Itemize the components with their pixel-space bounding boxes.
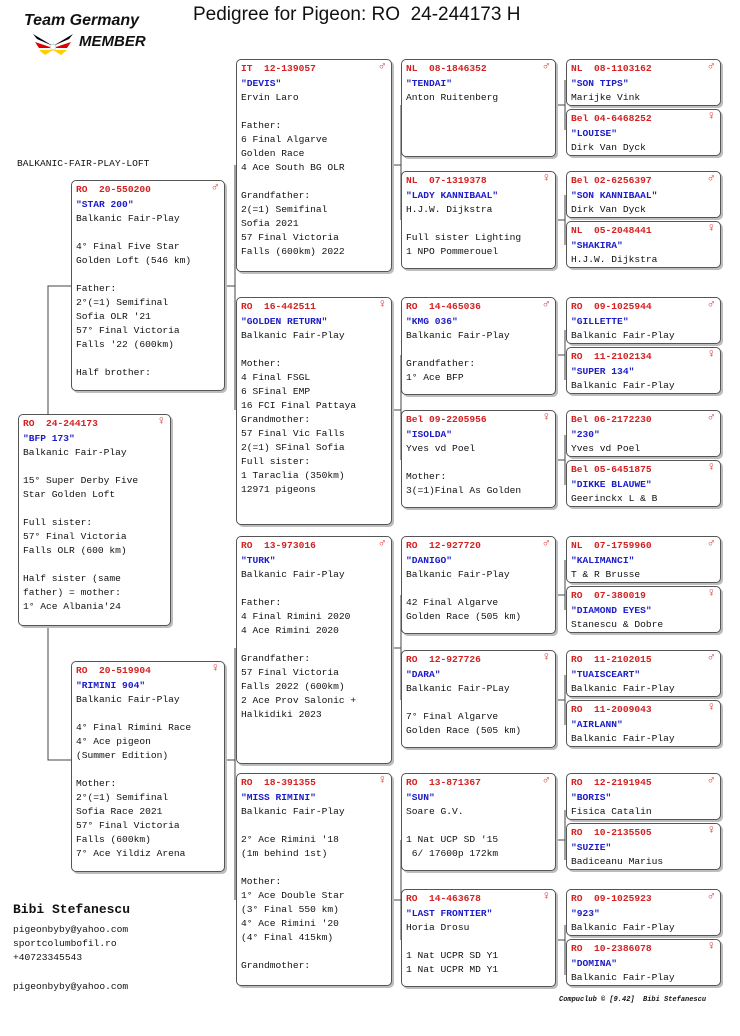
info-line: (4° Final 415km) [241, 932, 334, 943]
info-line: 57 Final Vic Falls [241, 428, 345, 439]
ring-number: RO 12-2191945 [571, 777, 652, 788]
pigeon-card-subject[interactable] [18, 414, 171, 626]
breeder-line: H.J.W. Dijkstra [571, 254, 658, 265]
sex-symbol-icon: ♂ [707, 171, 715, 185]
info-line [241, 105, 391, 119]
pigeon-card-ddd[interactable] [401, 889, 556, 987]
pigeon-name: "SHAKIRA" [571, 240, 623, 251]
breeder-line: Balkanic Fair-PLay [406, 683, 510, 694]
info-line [23, 460, 170, 474]
info-line: 2°(=1) Semifinal [76, 297, 169, 308]
breeder-line: Balkanic Fair-Play [406, 330, 510, 341]
info-line: 6 SFinal EMP [241, 386, 311, 397]
pigeon-card-g9[interactable] [566, 536, 721, 583]
info-line: Golden Race [241, 148, 305, 159]
breeder-line: Balkanic Fair-Play [571, 733, 675, 744]
info-line [406, 456, 555, 470]
pigeon-card-g4[interactable] [566, 221, 721, 268]
pigeon-card-dss[interactable] [401, 536, 556, 634]
footer-credit: Compuclub © [9.42] Bibi Stefanescu [559, 996, 707, 1004]
ring-number: RO 12-927726 [406, 654, 481, 665]
sex-symbol-icon: ♀ [542, 889, 550, 903]
sex-symbol-icon: ♂ [378, 59, 386, 73]
ring-number: NL 08-1846352 [406, 63, 487, 74]
breeder-line: Balkanic Fair-Play [571, 972, 675, 983]
breeder-line: Soare G.V. [406, 806, 464, 817]
info-line: Star Golden Loft [23, 489, 116, 500]
info-line: Full sister: [23, 517, 93, 528]
sex-symbol-icon: ♂ [707, 536, 715, 550]
info-line [406, 582, 555, 596]
sex-symbol-icon: ♀ [542, 410, 550, 424]
breeder-line: Balkanic Fair-Play [571, 330, 675, 341]
ring-number: Bel 02-6256397 [571, 175, 652, 186]
sex-symbol-icon: ♀ [707, 700, 715, 714]
sex-symbol-icon: ♀ [378, 297, 386, 311]
sex-symbol-icon: ♀ [707, 586, 715, 600]
info-line: 1° Ace Double Star [241, 890, 345, 901]
breeder-line: T & R Brusse [571, 569, 641, 580]
sex-symbol-icon: ♂ [707, 297, 715, 311]
info-line: Sofia OLR '21 [76, 311, 151, 322]
breeder-line: Balkanic Fair-Play [23, 447, 127, 458]
pigeon-card-g6[interactable] [566, 347, 721, 394]
info-line: Grandfather: [241, 190, 311, 201]
info-line: 2(=1) SFinal Sofia [241, 442, 345, 453]
ring-number: Bel 05-6451875 [571, 464, 652, 475]
info-line: 7° Final Algarve [406, 711, 499, 722]
pigeon-card-g2[interactable] [566, 109, 721, 156]
info-line: Falls (600km) [76, 834, 151, 845]
sex-symbol-icon: ♂ [542, 773, 550, 787]
ring-number: NL 07-1319378 [406, 175, 487, 186]
info-line: Mother: [76, 778, 117, 789]
info-line [76, 226, 224, 240]
team-germany-logo-text: Team Germany [24, 12, 140, 29]
pigeon-name: "ISOLDA" [406, 429, 453, 440]
info-line [241, 175, 391, 189]
ring-number: NL 07-1759960 [571, 540, 652, 551]
info-line: 1 Taraclia (350km) [241, 470, 345, 481]
info-line: 1 Nat UCP SD '15 [406, 834, 499, 845]
info-line: Falls 2022 (600km) [241, 681, 345, 692]
ring-number: RO 11-2009043 [571, 704, 652, 715]
info-line: 4 Final Rimini 2020 [241, 611, 351, 622]
pigeon-name: "SUZIE" [571, 842, 612, 853]
breeder-line: Balkanic Fair-Play [241, 806, 345, 817]
info-line [241, 945, 391, 959]
info-line: Golden Race (505 km) [406, 611, 522, 622]
info-line: Mother: [406, 471, 447, 482]
sex-symbol-icon: ♂ [542, 536, 550, 550]
ring-number: RO 14-463678 [406, 893, 481, 904]
sex-symbol-icon: ♀ [707, 460, 715, 474]
info-line: 6 Final Algarve [241, 134, 328, 145]
breeder-line: Balkanic Fair-Play [76, 213, 180, 224]
sex-symbol-icon: ♂ [378, 536, 386, 550]
breeder-line: Yves vd Poel [406, 443, 476, 454]
ring-number: Bel 06-2172230 [571, 414, 652, 425]
info-line [406, 343, 555, 357]
pigeon-card-g13[interactable] [566, 773, 721, 820]
ring-number: RO 10-2135505 [571, 827, 652, 838]
info-line [76, 707, 224, 721]
info-line: 57 Final Victoria [241, 232, 339, 243]
info-line: Halkidiki 2023 [241, 709, 322, 720]
info-line [76, 268, 224, 282]
pigeon-card-g7[interactable] [566, 410, 721, 457]
breeder-line: Dirk Van Dyck [571, 142, 646, 153]
breeder-line: Balkanic Fair-Play [241, 569, 345, 580]
info-line: 15° Super Derby Five [23, 475, 139, 486]
ring-number: Bel 04-6468252 [571, 113, 652, 124]
info-line: Falls (600km) 2022 [241, 246, 345, 257]
info-line: 7° Ace Yildiz Arena [76, 848, 186, 859]
info-line: 4 Ace South BG OLR [241, 162, 345, 173]
ring-number: Bel 09-2205956 [406, 414, 487, 425]
info-line: Father: [241, 597, 282, 608]
pigeon-name: "LAST FRONTIER" [406, 908, 493, 919]
breeder-line: Badiceanu Marius [571, 856, 664, 867]
info-line: Golden Race (505 km) [406, 725, 522, 736]
info-line [406, 819, 555, 833]
ring-number: RO 11-2102134 [571, 351, 652, 362]
breeder-line: Ervin Laro [241, 92, 299, 103]
pigeon-card-ds[interactable] [236, 536, 392, 764]
info-line [76, 352, 224, 366]
pigeon-name: "SUPER 134" [571, 366, 635, 377]
pigeon-card-dam[interactable] [71, 661, 225, 872]
owner-website[interactable]: sportcolumbofil.ro [13, 938, 117, 949]
sex-symbol-icon: ♀ [157, 414, 165, 428]
ring-number: RO 20-550200 [76, 184, 151, 195]
info-line [23, 502, 170, 516]
info-line: 6/ 17600p 172km [406, 848, 499, 859]
ring-number: RO 10-2386078 [571, 943, 652, 954]
breeder-line: Balkanic Fair-Play [571, 922, 675, 933]
info-line: Golden Loft (546 km) [76, 255, 192, 266]
ring-number: RO 13-973016 [241, 540, 316, 551]
pigeon-card-dsd[interactable] [401, 650, 556, 748]
pigeon-name: "SUN" [406, 792, 435, 803]
sex-symbol-icon: ♂ [707, 59, 715, 73]
info-line: 57 Final Victoria [241, 667, 339, 678]
pigeon-name: "GILLETTE" [571, 316, 629, 327]
info-line: Father: [241, 120, 282, 131]
ring-number: RO 20-519904 [76, 665, 151, 676]
info-line [23, 558, 170, 572]
pigeon-name: "TUAISCEART" [571, 669, 641, 680]
loft-name: BALKANIC-FAIR-PLAY-LOFT [17, 158, 150, 169]
pigeon-name: "BFP 173" [23, 433, 75, 444]
sex-symbol-icon: ♂ [542, 297, 550, 311]
info-line: 4 Ace Rimini 2020 [241, 625, 339, 636]
breeder-line: Horia Drosu [406, 922, 470, 933]
pigeon-name: "DANIGO" [406, 555, 453, 566]
pigeon-name: "LADY KANNIBAAL" [406, 190, 499, 201]
info-line [241, 582, 391, 596]
pigeon-card-g3[interactable] [566, 171, 721, 218]
pigeon-name: "GOLDEN RETURN" [241, 316, 328, 327]
pigeon-name: "DARA" [406, 669, 441, 680]
pigeon-name: "SON TIPS" [571, 78, 629, 89]
info-line: Falls '22 (600km) [76, 339, 174, 350]
info-line: 57° Final Victoria [76, 325, 180, 336]
info-line: 1 Nat UCPR SD Y1 [406, 950, 499, 961]
info-line: Grandmother: [241, 414, 311, 425]
pigeon-card-g10[interactable] [566, 586, 721, 633]
pigeon-card-dds[interactable] [401, 773, 556, 871]
info-line: 12971 pigeons [241, 484, 316, 495]
info-line [241, 343, 391, 357]
sex-symbol-icon: ♀ [707, 221, 715, 235]
info-line: 4° Ace pigeon [76, 736, 151, 747]
info-line [241, 638, 391, 652]
info-line: 1° Ace Albania'24 [23, 601, 121, 612]
ring-number: IT 12-139057 [241, 63, 316, 74]
ring-number: RO 11-2102015 [571, 654, 652, 665]
info-line: 4° Final Rimini Race [76, 722, 192, 733]
owner-phone: +40723345543 [13, 952, 83, 963]
pigeon-card-g11[interactable] [566, 650, 721, 697]
sex-symbol-icon: ♀ [542, 650, 550, 664]
german-flag-wing-icon [31, 30, 75, 58]
info-line: Sofia 2021 [241, 218, 299, 229]
info-line: 4° Final Five Star [76, 241, 180, 252]
info-line: 57° Final Victoria [76, 820, 180, 831]
breeder-line: Dirk Van Dyck [571, 204, 646, 215]
breeder-line: Marijke Vink [571, 92, 641, 103]
pigeon-name: "KALIMANCI" [571, 555, 635, 566]
pigeon-name: "230" [571, 429, 600, 440]
info-line: 2(=1) Semifinal [241, 204, 328, 215]
pigeon-name: "DIAMOND EYES" [571, 605, 652, 616]
pigeon-card-g1[interactable] [566, 59, 721, 106]
pigeon-card-g12[interactable] [566, 700, 721, 747]
pigeon-name: "TURK" [241, 555, 276, 566]
info-line: Half sister (same [23, 573, 121, 584]
ring-number: RO 12-927720 [406, 540, 481, 551]
pigeon-name: "DIKKE BLAUWE" [571, 479, 652, 490]
info-line [76, 763, 224, 777]
info-line: Full sister Lighting [406, 232, 522, 243]
info-line: 2° Ace Rimini '18 [241, 834, 339, 845]
ring-number: NL 08-1103162 [571, 63, 652, 74]
pigeon-name: "BORIS" [571, 792, 612, 803]
info-line: 2 Ace Prov Salonic + [241, 695, 357, 706]
ring-number: RO 07-380019 [571, 590, 646, 601]
info-line: 4 Final FSGL [241, 372, 311, 383]
info-line: 4° Ace Rimini '20 [241, 918, 339, 929]
pigeon-name: "923" [571, 908, 600, 919]
pigeon-name: "DEVIS" [241, 78, 282, 89]
sex-symbol-icon: ♀ [707, 823, 715, 837]
sex-symbol-icon: ♂ [211, 180, 219, 194]
pigeon-name: "LOUISE" [571, 128, 618, 139]
pigeon-card-sdd[interactable] [401, 410, 556, 508]
info-line: 42 Final Algarve [406, 597, 499, 608]
info-line [406, 935, 555, 949]
sex-symbol-icon: ♀ [707, 109, 715, 123]
sex-symbol-icon: ♀ [542, 171, 550, 185]
info-line: Half brother: [76, 367, 151, 378]
info-line [241, 819, 391, 833]
owner-name: Bibi Stefanescu [13, 902, 131, 917]
info-line: Mother: [241, 876, 282, 887]
ring-number: NL 05-2048441 [571, 225, 652, 236]
pigeon-name: "RIMINI 904" [76, 680, 146, 691]
breeder-line: Balkanic Fair-Play [571, 380, 675, 391]
pigeon-card-g16[interactable] [566, 939, 721, 986]
pigeon-card-g8[interactable] [566, 460, 721, 507]
pigeon-name: "KMG 036" [406, 316, 458, 327]
pigeon-card-g14[interactable] [566, 823, 721, 870]
pigeon-name: "TENDAI" [406, 78, 453, 89]
info-line: Father: [76, 283, 117, 294]
breeder-line: Balkanic Fair-Play [571, 683, 675, 694]
breeder-line: Anton Ruitenberg [406, 92, 499, 103]
info-line: (1m behind 1st) [241, 848, 328, 859]
info-line [406, 217, 555, 231]
info-line [241, 861, 391, 875]
pigeon-card-sds[interactable] [401, 297, 556, 395]
info-line: Falls OLR (600 km) [23, 545, 127, 556]
info-line: Mother: [241, 358, 282, 369]
pigeon-card-ssd[interactable] [401, 171, 556, 269]
breeder-line: Balkanic Fair-Play [406, 569, 510, 580]
info-line: Full sister: [241, 456, 311, 467]
sex-symbol-icon: ♂ [707, 650, 715, 664]
info-line: 1 NPO Pommerouel [406, 246, 499, 257]
ring-number: RO 16-442511 [241, 301, 316, 312]
sex-symbol-icon: ♀ [378, 773, 386, 787]
pigeon-name: "MISS RIMINI" [241, 792, 316, 803]
pigeon-card-g15[interactable] [566, 889, 721, 936]
pigeon-card-dd[interactable] [236, 773, 392, 986]
info-line: father) = mother: [23, 587, 121, 598]
ring-number: RO 14-465036 [406, 301, 481, 312]
ring-number: RO 18-391355 [241, 777, 316, 788]
info-line: 1 Nat UCPR MD Y1 [406, 964, 499, 975]
info-line: (Summer Edition) [76, 750, 169, 761]
info-line: Grandfather: [241, 653, 311, 664]
breeder-line: Balkanic Fair-Play [241, 330, 345, 341]
pigeon-name: "AIRLANN" [571, 719, 623, 730]
info-line: Grandfather: [406, 358, 476, 369]
breeder-line: Balkanic Fair-Play [76, 694, 180, 705]
ring-number: RO 09-1025944 [571, 301, 652, 312]
pigeon-card-g5[interactable] [566, 297, 721, 344]
ring-number: RO 24-244173 [23, 418, 98, 429]
page-title: Pedigree for Pigeon: RO 24-244173 H [193, 4, 521, 25]
info-line: 57° Final Victoria [23, 531, 127, 542]
info-line: 3(=1)Final As Golden [406, 485, 522, 496]
owner-email-bottom[interactable]: pigeonbyby@yahoo.com [13, 981, 129, 992]
owner-email[interactable]: pigeonbyby@yahoo.com [13, 924, 129, 935]
info-line: Sofia Race 2021 [76, 806, 163, 817]
breeder-line: Fisica Catalin [571, 806, 652, 817]
sex-symbol-icon: ♀ [707, 347, 715, 361]
ring-number: RO 13-871367 [406, 777, 481, 788]
info-line: 1° Ace BFP [406, 372, 464, 383]
breeder-line: Yves vd Poel [571, 443, 641, 454]
breeder-line: H.J.W. Dijkstra [406, 204, 493, 215]
sex-symbol-icon: ♂ [707, 773, 715, 787]
sex-symbol-icon: ♀ [211, 661, 219, 675]
info-line: 2°(=1) Semifinal [76, 792, 169, 803]
member-logo-text: MEMBER [79, 33, 146, 50]
sex-symbol-icon: ♂ [707, 410, 715, 424]
pigeon-card-sss[interactable] [401, 59, 556, 157]
pigeon-card-sire[interactable] [71, 180, 225, 391]
pigeon-card-sd[interactable] [236, 297, 392, 525]
pigeon-name: "SON KANNIBAAL" [571, 190, 658, 201]
pigeon-card-ss[interactable] [236, 59, 392, 272]
pigeon-name: "STAR 200" [76, 199, 134, 210]
pigeon-name: "DOMINA" [571, 958, 618, 969]
info-line: (3° Final 550 km) [241, 904, 339, 915]
info-line: 16 FCI Final Pattaya [241, 400, 357, 411]
sex-symbol-icon: ♂ [542, 59, 550, 73]
sex-symbol-icon: ♀ [707, 939, 715, 953]
info-line [406, 696, 555, 710]
ring-number: RO 09-1025923 [571, 893, 652, 904]
breeder-line: Geerinckx L & B [571, 493, 658, 504]
info-line: Grandmother: [241, 960, 311, 971]
breeder-line: Stanescu & Dobre [571, 619, 664, 630]
sex-symbol-icon: ♂ [707, 889, 715, 903]
